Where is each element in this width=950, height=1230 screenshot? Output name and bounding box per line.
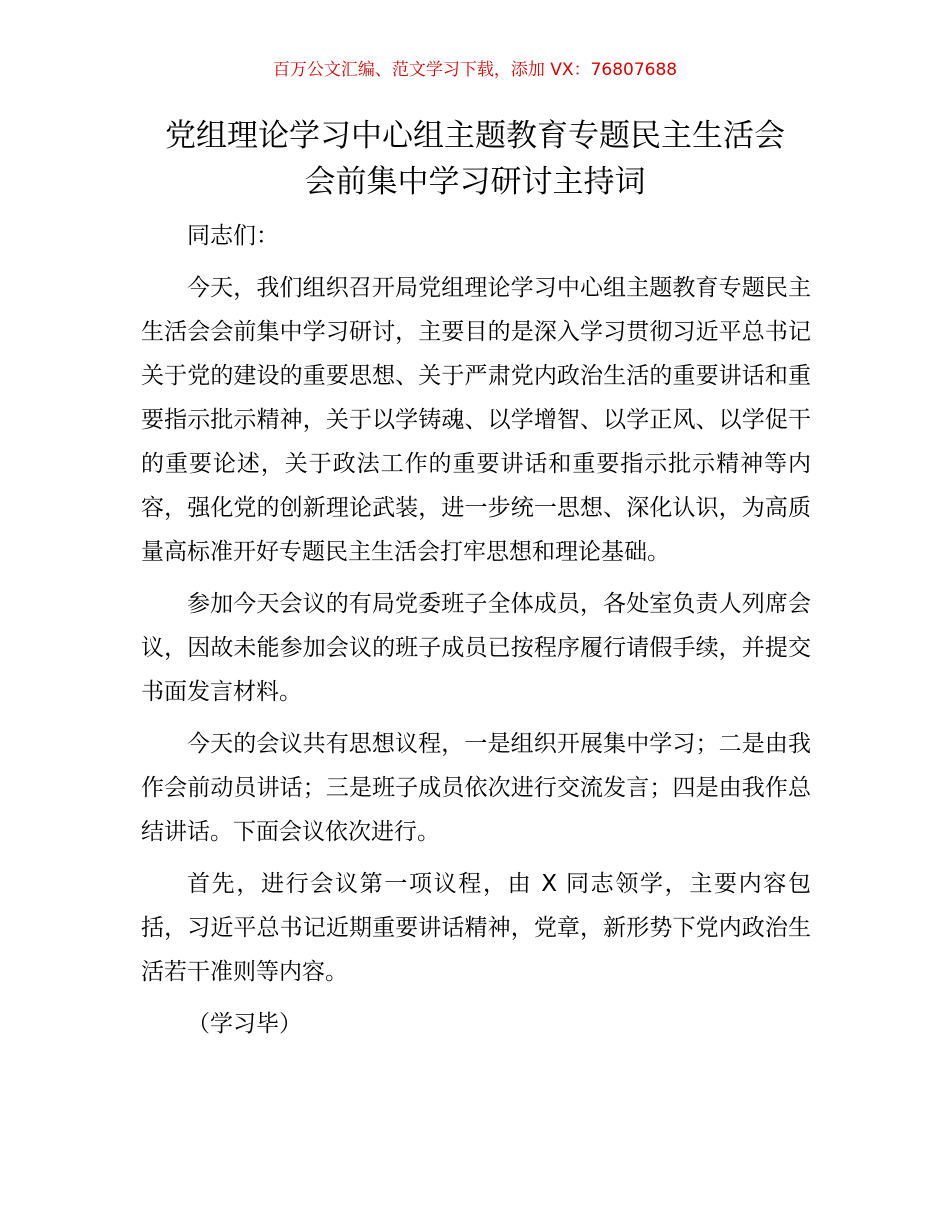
paragraph-1: 今天，我们组织召开局党组理论学习中心组主题教育专题民主生活会会前集中学习研讨，主要目的是深入学习贯彻习近平总书记关于党的建设的重要思想、关于严肃党内政治生活的重要讲话和重要指示批示精神，关于以学铸魂、以学增智、以学正风、以学促干的重要论述，关于政法工作的重要讲话和重要指示批示精神等内容，强化党的创新理论武装，进一步统一思想、深化认识，为高质量高标准开好专题民主生活会打牢思想和理论基础。 <box>141 275 811 565</box>
paragraph-3: 今天的会议共有思想议程，一是组织开展集中学习；二是由我作会前动员讲话；三是班子成员依次进行交流发言；四是由我作总结讲话。下面会议依次进行。 <box>141 731 811 845</box>
closing-note: （学习毕） <box>187 1011 302 1037</box>
paragraph-2: 参加今天会议的有局党委班子全体成员，各处室负责人列席会议，因故未能参加会议的班子成员已按程序履行请假手续，并提交书面发言材料。 <box>141 591 811 705</box>
paragraph-4: 首先，进行会议第一项议程，由 X 同志领学，主要内容包括，习近平总书记近期重要讲话精神，党章，新形势下党内政治生活若干准则等内容。 <box>141 871 811 985</box>
watermark-header: 百万公文汇编、范文学习下载，添加 VX：76807688 <box>272 60 678 80</box>
document-title <box>100 113 850 205</box>
document-body <box>141 214 811 1046</box>
salutation: 同志们： <box>187 223 279 249</box>
title-line-1: 党组理论学习中心组主题教育专题民主生活会 <box>165 118 785 154</box>
title-line-2: 会前集中学习研讨主持词 <box>304 164 646 200</box>
